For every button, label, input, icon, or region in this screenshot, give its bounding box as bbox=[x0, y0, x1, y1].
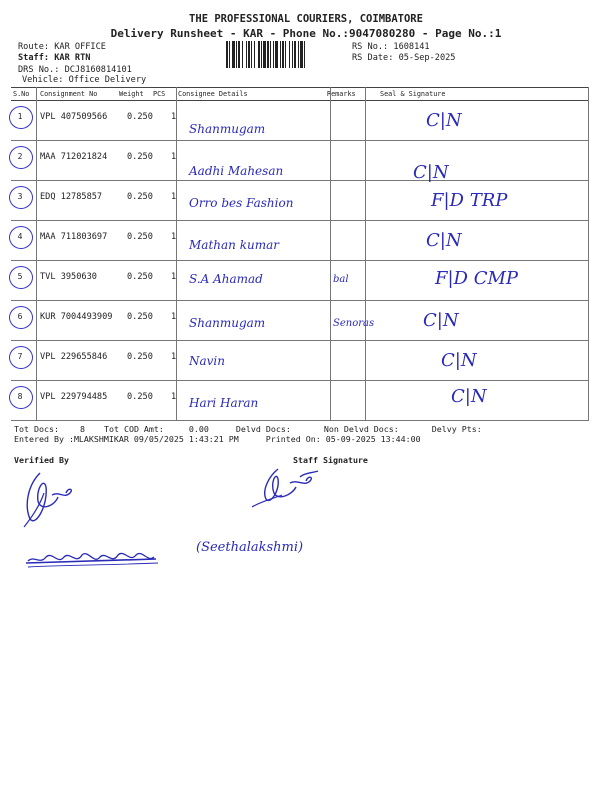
barcode-bar bbox=[275, 41, 278, 68]
pcs-value: 1 bbox=[171, 112, 177, 122]
serial-number: 5 bbox=[17, 272, 23, 281]
barcode-bar bbox=[246, 41, 247, 68]
consignee-name: S.A Ahamad bbox=[189, 272, 263, 286]
serial-circle bbox=[9, 266, 33, 289]
barcode-bar bbox=[248, 41, 250, 68]
seal-signature: C|N bbox=[426, 110, 462, 131]
barcode-bar bbox=[263, 41, 266, 68]
consignment-number: KUR 7004493909 bbox=[40, 312, 113, 322]
seal-signature: C|N bbox=[423, 310, 459, 331]
consignee-name: Mathan kumar bbox=[189, 238, 279, 252]
verified-by-label: Verified By bbox=[14, 455, 69, 465]
weight-value: 0.250 bbox=[127, 352, 153, 362]
barcode-bar bbox=[289, 41, 290, 68]
seal-signature: C|N bbox=[426, 230, 462, 251]
consignment-number: VPL 229655846 bbox=[40, 352, 108, 362]
serial-circle bbox=[9, 226, 33, 249]
col-seal: Seal & Signature bbox=[380, 90, 446, 98]
pcs-value: 1 bbox=[171, 192, 177, 202]
pcs-value: 1 bbox=[171, 352, 177, 362]
barcode-bar bbox=[282, 41, 284, 68]
seal-signature: F|D TRP bbox=[431, 190, 508, 211]
barcode-bar bbox=[242, 41, 243, 68]
barcode-bar bbox=[273, 41, 274, 68]
consignee-name: Navin bbox=[189, 354, 225, 368]
pcs-value: 1 bbox=[171, 392, 177, 402]
col-weight: Weight bbox=[119, 90, 144, 98]
delvd-docs-label: Delvd Docs: bbox=[235, 424, 291, 434]
barcode-bar bbox=[292, 41, 293, 68]
weight-value: 0.250 bbox=[127, 272, 153, 282]
barcode-bar bbox=[285, 41, 286, 68]
company-title: THE PROFESSIONAL COURIERS, COIMBATORE bbox=[189, 13, 423, 25]
barcode-bar bbox=[226, 41, 228, 68]
tot-docs-value: 8 bbox=[79, 424, 85, 434]
table-row bbox=[11, 220, 589, 261]
table-row bbox=[11, 300, 589, 341]
runsheet-table bbox=[11, 87, 589, 421]
route-label: Route: KAR OFFICE bbox=[18, 42, 106, 52]
seal-signature: C|N bbox=[413, 162, 449, 183]
runsheet-subtitle: Delivery Runsheet - KAR - Phone No.:9047080280 - Page No.:1 bbox=[110, 27, 502, 40]
row-serial bbox=[11, 148, 29, 166]
consignment-number: EDQ 12785857 bbox=[40, 192, 103, 202]
serial-circle bbox=[9, 306, 33, 329]
delvy-pts-label: Delvy Pts: bbox=[431, 424, 482, 434]
col-pcs: PCS bbox=[153, 90, 166, 98]
table-row bbox=[11, 100, 589, 141]
serial-circle bbox=[9, 106, 33, 129]
totals-line bbox=[14, 424, 482, 434]
consignee-name: Aadhi Mahesan bbox=[189, 164, 284, 178]
barcode-bar bbox=[300, 41, 303, 68]
barcode-bar bbox=[258, 41, 260, 68]
weight-value: 0.250 bbox=[127, 232, 153, 242]
verified-signature bbox=[18, 465, 88, 530]
non-delvd-docs-label: Non Delvd Docs: bbox=[323, 424, 399, 434]
serial-number: 3 bbox=[17, 192, 23, 201]
drs-number: DRS No.: DCJ8160814101 bbox=[18, 65, 132, 75]
entered-by: Entered By :MLAKSHMIKAR 09/05/2025 1:43:21 PM bbox=[14, 434, 239, 444]
serial-circle bbox=[9, 146, 33, 169]
serial-circle bbox=[9, 346, 33, 369]
serial-number: 8 bbox=[17, 392, 23, 401]
barcode bbox=[226, 41, 346, 68]
tot-docs-label: Tot Docs: bbox=[14, 424, 59, 434]
table-row bbox=[11, 180, 589, 221]
barcode-bar bbox=[236, 41, 237, 68]
serial-number: 4 bbox=[17, 232, 23, 241]
seal-signature: F|D CMP bbox=[435, 268, 519, 289]
rs-date: RS Date: 05-Sep-2025 bbox=[352, 53, 456, 63]
barcode-bar bbox=[229, 41, 230, 68]
row-serial bbox=[11, 228, 29, 246]
pcs-value: 1 bbox=[171, 152, 177, 162]
serial-number: 1 bbox=[17, 112, 23, 121]
barcode-bar bbox=[298, 41, 299, 68]
pcs-value: 1 bbox=[171, 232, 177, 242]
barcode-bar bbox=[251, 41, 252, 68]
remark-text: Senoras bbox=[333, 318, 375, 329]
table-row bbox=[11, 260, 589, 301]
seethalakshmi-note: (Seethalakshmi) bbox=[196, 540, 304, 555]
row-serial bbox=[11, 388, 29, 406]
seal-signature: C|N bbox=[441, 350, 477, 371]
consignment-number: VPL 407509566 bbox=[40, 112, 108, 122]
row-serial bbox=[11, 188, 29, 206]
barcode-bar bbox=[294, 41, 296, 68]
vehicle-label: Vehicle: Office Delivery bbox=[22, 75, 147, 85]
col-consignment: Consignment No bbox=[40, 90, 98, 98]
serial-number: 6 bbox=[17, 312, 23, 321]
consignment-number: MAA 712021824 bbox=[40, 152, 108, 162]
barcode-bar bbox=[254, 41, 255, 68]
row-serial bbox=[11, 268, 29, 286]
pcs-value: 1 bbox=[171, 272, 177, 282]
col-remarks: Remarks bbox=[327, 90, 356, 98]
weight-value: 0.250 bbox=[127, 112, 153, 122]
consignment-number: TVL 3950630 bbox=[40, 272, 97, 282]
barcode-bar bbox=[270, 41, 271, 68]
row-serial bbox=[11, 108, 29, 126]
consignment-number: MAA 711803697 bbox=[40, 232, 108, 242]
entry-line bbox=[14, 434, 421, 444]
row-serial bbox=[11, 348, 29, 366]
barcode-bar bbox=[238, 41, 240, 68]
table-row bbox=[11, 380, 589, 421]
serial-circle bbox=[9, 386, 33, 409]
tot-cod-label: Tot COD Amt: bbox=[103, 424, 164, 434]
serial-number: 2 bbox=[17, 152, 23, 161]
staff-label: Staff: KAR RTN bbox=[18, 53, 91, 63]
table-header bbox=[11, 87, 589, 101]
staff-signature bbox=[248, 465, 326, 511]
barcode-bar bbox=[261, 41, 262, 68]
barcode-bar bbox=[280, 41, 281, 68]
row-serial bbox=[11, 308, 29, 326]
rs-number: RS No.: 1608141 bbox=[352, 42, 430, 52]
weight-value: 0.250 bbox=[127, 192, 153, 202]
serial-circle bbox=[9, 186, 33, 209]
consignee-name: Shanmugam bbox=[189, 122, 266, 136]
struck-handnote bbox=[24, 543, 160, 573]
remark-text: bal bbox=[333, 274, 349, 285]
consignment-number: VPL 229794485 bbox=[40, 392, 108, 402]
pcs-value: 1 bbox=[171, 312, 177, 322]
col-sno: S.No bbox=[13, 90, 30, 98]
consignee-name: Shanmugam bbox=[189, 316, 266, 330]
weight-value: 0.250 bbox=[127, 152, 153, 162]
weight-value: 0.250 bbox=[127, 312, 153, 322]
barcode-bar bbox=[232, 41, 235, 68]
staff-signature-label: Staff Signature bbox=[293, 455, 368, 465]
table-row bbox=[11, 140, 589, 181]
table-row bbox=[11, 340, 589, 381]
consignee-name: Orro bes Fashion bbox=[189, 196, 294, 210]
printed-on: Printed On: 05-09-2025 13:44:00 bbox=[265, 434, 421, 444]
serial-number: 7 bbox=[17, 352, 23, 361]
tot-cod-value: 0.00 bbox=[188, 424, 209, 434]
barcode-bar bbox=[267, 41, 269, 68]
col-consignee: Consignee Details bbox=[178, 90, 248, 98]
weight-value: 0.250 bbox=[127, 392, 153, 402]
consignee-name: Hari Haran bbox=[189, 396, 259, 410]
barcode-bar bbox=[304, 41, 305, 68]
seal-signature: C|N bbox=[451, 386, 487, 407]
